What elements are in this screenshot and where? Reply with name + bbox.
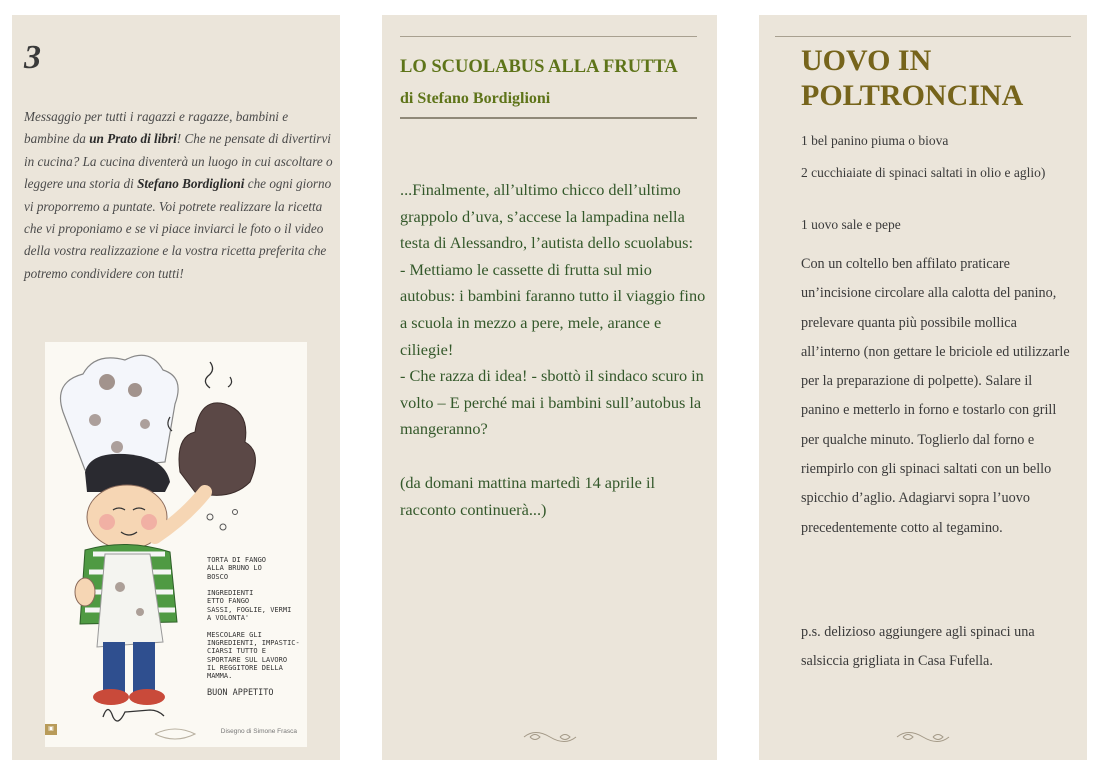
recipe-postscript: p.s. delizioso aggiungere agli spinaci una salsiccia grigliata in Casa Fufella. (801, 624, 1035, 670)
top-divider (400, 36, 697, 37)
flourish-ornament-icon (520, 726, 580, 748)
story-author: di Stefano Bordiglioni (400, 90, 551, 107)
story-paragraph: - Mettiamo le cassette di frutta sul mio autobus: i bambini faranno tutto il viaggio fino a scuola in mezzo a pere, mele, arance e ciliegie! (400, 259, 706, 359)
story-continuation-note: (da domani mattina martedì 14 aprile il racconto continuerà...) (400, 472, 655, 519)
illustration-credit: Disegno di Simone Frasca (220, 728, 297, 735)
story-panel (382, 15, 717, 760)
handwritten-recipe: TORTA DI FANGO ALLA BRUNO LO BOSCO INGREDIENTI ETTO FANGO SASSI, FOGLIE, VERMI A VOLONTA' MESCOLARE GLI INGREDIENTI, IMPASTIC- CIARSI TUTTO E SPORTARE SUL LAVORO IL REGGITORE DELLA MAMMA. BUON APPETITO (207, 556, 300, 698)
top-divider (775, 36, 1071, 37)
ingredient-item: 1 uovo sale e pepe (801, 217, 901, 232)
story-paragraph: - Che razza di idea! - sbottò il sindaco scuro in volto – E perché mai i bambini sull’autobus la mangeranno? (400, 366, 704, 439)
ingredient-item: 2 cucchiaiate di spinaci saltati in olio e aglio) (801, 165, 1046, 180)
title-divider (400, 117, 697, 119)
intro-bold-author: Stefano Bordiglioni (137, 176, 245, 192)
intro-panel (12, 15, 340, 760)
publisher-stamp-icon: ▣ (45, 724, 57, 735)
story-paragraph: ...Finalmente, all’ultimo chicco dell’ultimo grappolo d’uva, s’accese la lampadina nella testa di Alessandro, l’autista dello scuolabus: (400, 180, 694, 253)
recipe-method: Con un coltello ben affilato praticare un’incisione circolare alla calotta del panino, prelevare quanta più possibile mollica all’interno (non gettare le briciole ed utilizzarle per la preparazione di polpette). Salare il panino e metterlo in forno e tostarlo con grill per qualche minuto. Toglierlo dal forno e riempirlo con gli spinaci saltati con un bello spicchio d’aglio. Adagiarvi sopra l’uovo precedentemente cotto al tegamino. (801, 256, 1070, 536)
flourish-ornament-icon (893, 726, 953, 748)
ingredient-item: 1 bel panino piuma o biova (801, 133, 949, 148)
story-title: LO SCUOLABUS ALLA FRUTTA (400, 57, 678, 77)
chef-boy-illustration (45, 342, 307, 747)
recipe-panel (759, 15, 1087, 760)
story-text (400, 177, 708, 523)
recipe-title: UOVO IN POLTRONCINA (801, 44, 1024, 112)
intro-text: Messaggio per tutti i ragazzi e ragazze, bambini e bambine da un Prato di libri! Che ne pensate di divertirvi in cucina? La cucina diventerà un luogo in cui ascoltare o leggere una storia di Stefano Bordiglioni che ogni giorno vi proporremo a puntate. Voi potrete realizzare la ricetta che vi proponiamo e se vi piace inviarci le foto o il video della vostra realizzazione e la vostra ricetta preferita che potremo condividere con tutti! (24, 109, 333, 281)
intro-bold-title: un Prato di libri (89, 131, 177, 147)
page-number: 3 (24, 39, 41, 76)
